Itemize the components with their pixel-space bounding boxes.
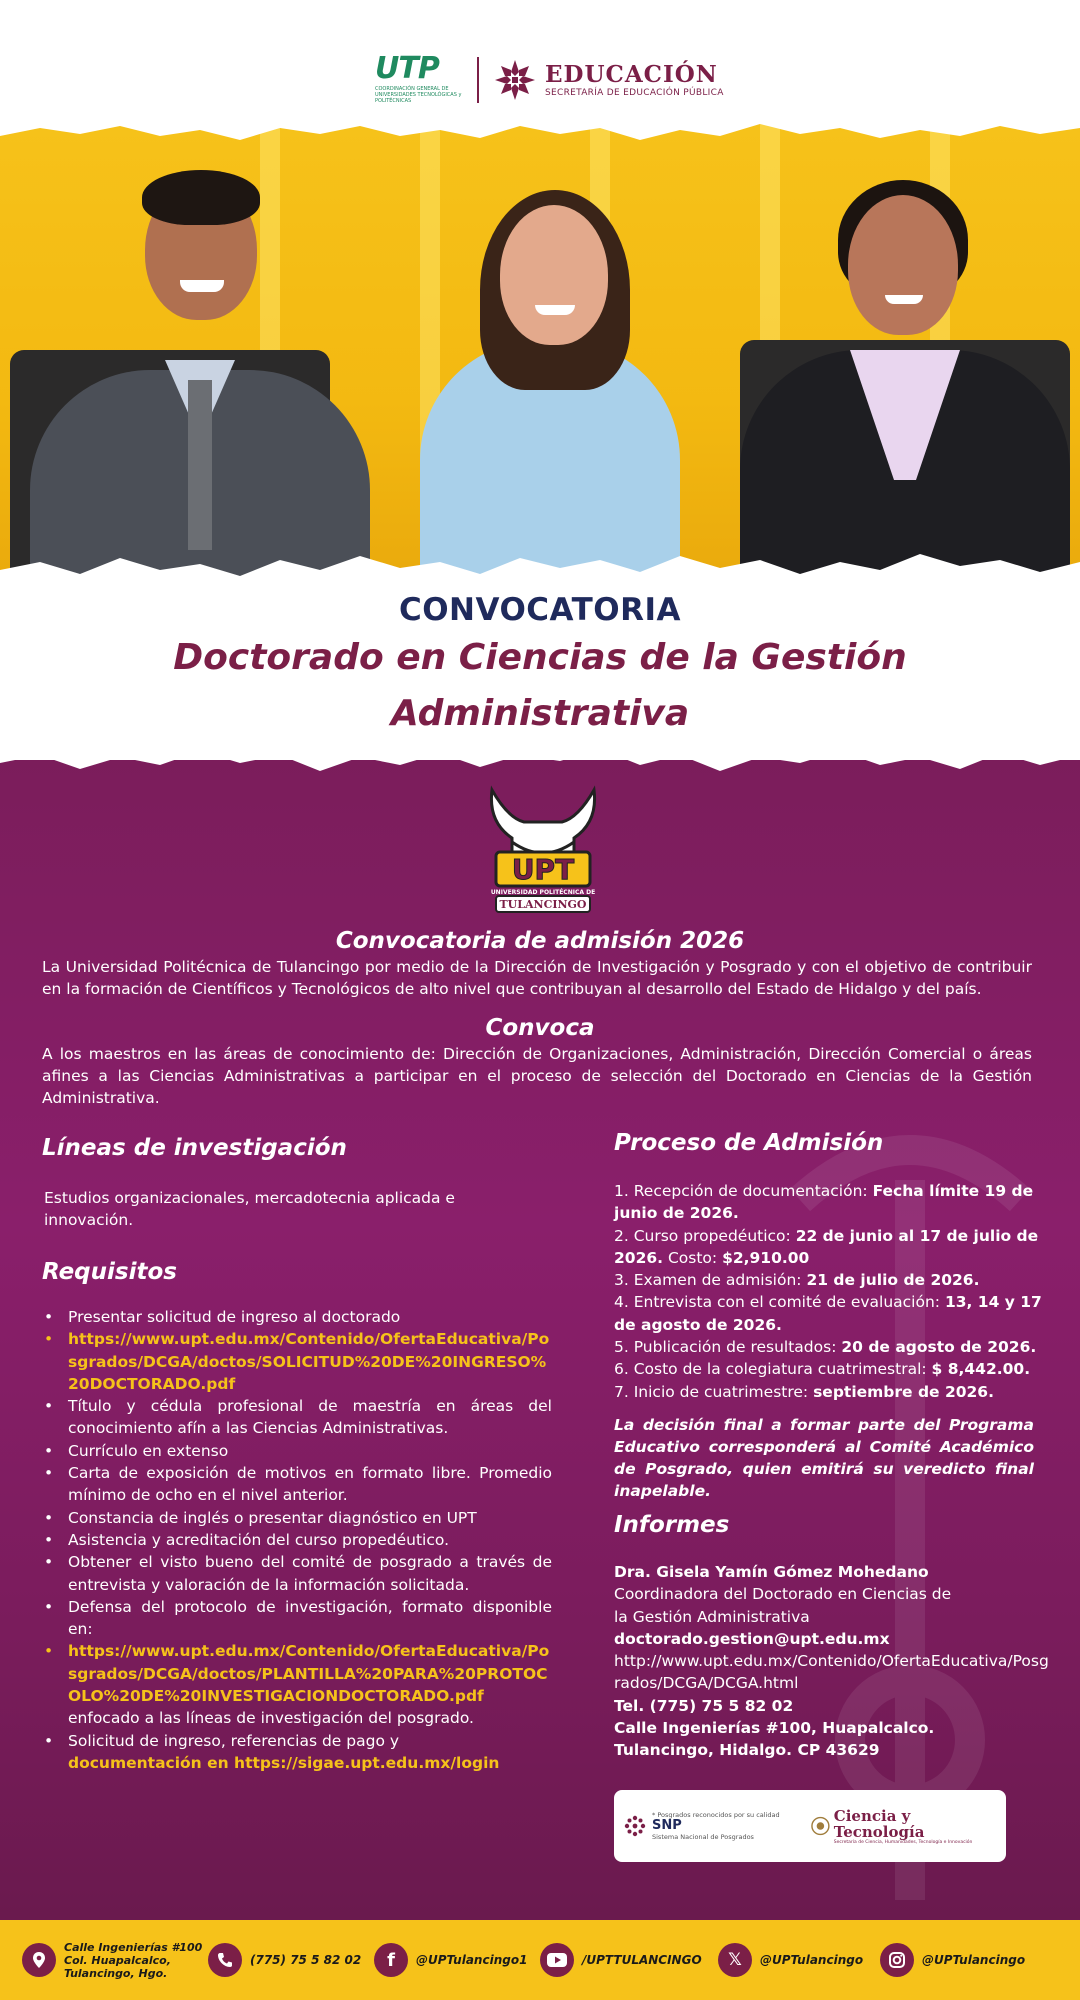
snp-subtitle: Sistema Nacional de Posgrados	[652, 1833, 754, 1841]
logo-divider	[477, 57, 479, 103]
list-item: 2. Curso propedéutico: 22 de junio al 17 de julio de 2026. Costo: $2,910.00	[614, 1226, 1039, 1267]
list-item: 6. Costo de la colegiatura cuatrimestral: $ 8,442.00.	[614, 1360, 1031, 1379]
person-right	[730, 120, 1080, 590]
list-item[interactable]	[42, 1640, 552, 1729]
snp-name: SNP	[652, 1818, 682, 1833]
snp-card	[614, 1790, 1006, 1862]
contact-address-2: Tulancingo, Hidalgo. CP 43629	[614, 1741, 880, 1760]
list-item: 1. Recepción de documentación: Fecha límite 19 de junio de 2026.	[614, 1182, 1034, 1223]
requisitos-list	[42, 1306, 552, 1774]
list-item: • Currículo en extenso	[42, 1440, 552, 1462]
hero-photo	[0, 120, 1080, 590]
proceso-list	[614, 1180, 1046, 1403]
footer-x-text: @UPTulancingo	[760, 1952, 864, 1967]
x-icon: 𝕏	[718, 1943, 752, 1977]
header	[0, 0, 1080, 130]
list-item[interactable]	[42, 1328, 552, 1395]
upt-badge-city: TULANCINGO	[499, 898, 587, 911]
solicitud-final-text: Solicitud de ingreso, referencias de pago y	[68, 1731, 400, 1750]
list-item: • Carta de exposición de motivos en formato libre. Promedio mínimo de ocho en el nivel anterior.	[42, 1462, 552, 1507]
utp-logo	[375, 51, 463, 106]
informes-title: Informes	[614, 1512, 730, 1538]
list-item: 5. Publicación de resultados: 20 de agosto de 2026.	[614, 1338, 1037, 1357]
decision-note: La decisión final a formar parte del Programa Educativo corresponderá al Comité Académico de Posgrado, quien emitirá su veredicto final inapelable.	[614, 1416, 1034, 1500]
protocolo-link[interactable]: https://www.upt.edu.mx/Contenido/OfertaEducativa/Posgrados/DCGA/doctos/PLANTILLA%20PARA%20PROTOCOLO%20DE%20INVESTIGACIONDOCTORADO.pdf	[68, 1642, 550, 1706]
contact-role: Coordinadora del Doctorado en Ciencias de la Gestión Administrativa	[614, 1585, 952, 1626]
footer-facebook-text: @UPTulancingo1	[416, 1952, 528, 1967]
list-item: 7. Inicio de cuatrimestre: septiembre de 2026.	[614, 1382, 994, 1401]
sep-flower-icon	[493, 58, 537, 102]
footer-youtube-text: /UPTTULANCINGO	[582, 1952, 702, 1967]
footer-instagram[interactable]	[880, 1920, 1025, 2000]
footer-x[interactable]	[718, 1920, 863, 2000]
footer-phone-text: (775) 75 5 82 02	[250, 1952, 362, 1967]
person-center	[340, 120, 760, 590]
contact-name: Dra. Gisela Yamín Gómez Mohedano	[614, 1563, 929, 1581]
snp-logo	[624, 1811, 803, 1841]
sigae-link[interactable]: documentación en https://sigae.upt.edu.mx/login	[68, 1753, 500, 1772]
contact-url[interactable]: http://www.upt.edu.mx/Contenido/OfertaEducativa/Posgrados/DCGA/DCGA.html	[614, 1652, 1049, 1693]
list-item: • Asistencia y acreditación del curso propedéutico.	[42, 1529, 552, 1551]
list-item: • Título y cédula profesional de maestría en áreas del conocimiento afín a las Ciencias Administrativas.	[42, 1395, 552, 1440]
header-logos	[375, 52, 740, 108]
sep-title: EDUCACIÓN	[545, 61, 718, 88]
admission-title: Convocatoria de admisión 2026	[335, 928, 745, 954]
snp-dots-icon	[624, 1815, 646, 1837]
facebook-icon: f	[374, 1943, 408, 1977]
program-title: Doctorado en Ciencias de la Gestión Administrativa	[173, 637, 907, 734]
cyt-title: Ciencia y Tecnología	[833, 1806, 925, 1841]
lineas-title: Líneas de investigación	[42, 1135, 347, 1161]
list-item: 3. Examen de admisión: 21 de julio de 2026.	[614, 1271, 980, 1290]
list-item	[42, 1730, 552, 1775]
contact-email[interactable]: doctorado.gestion@upt.edu.mx	[614, 1629, 890, 1648]
informes-contact	[614, 1561, 1054, 1762]
upt-badge-university: UNIVERSIDAD POLITÉCNICA DE	[490, 889, 596, 896]
list-item: • Defensa del protocolo de investigación, formato disponible en:	[42, 1596, 552, 1641]
instagram-icon	[880, 1943, 914, 1977]
list-item: • Presentar solicitud de ingreso al doctorado	[42, 1306, 552, 1328]
footer-facebook[interactable]	[374, 1920, 527, 2000]
utp-logo-text: UTP	[375, 51, 439, 86]
utp-logo-subtitle: COORDINACIÓN GENERAL DE UNIVERSIDADES TECNOLÓGICAS y POLITÉCNICAS	[375, 86, 462, 104]
footer-phone[interactable]	[208, 1920, 361, 2000]
solicitud-link[interactable]: https://www.upt.edu.mx/Contenido/OfertaEducativa/Posgrados/DCGA/doctos/SOLICITUD%20DE%20INGRESO%20DOCTORADO.pdf	[68, 1330, 550, 1393]
lineas-text: Estudios organizacionales, mercadotecnia aplicada e innovación.	[44, 1189, 455, 1230]
footer	[0, 1920, 1080, 2000]
convoca-title: Convoca	[485, 1015, 595, 1041]
footer-address	[22, 1920, 202, 2000]
proceso-title: Proceso de Admisión	[614, 1130, 884, 1156]
contact-address-1: Calle Ingenierías #100, Huapalcalco.	[614, 1719, 935, 1738]
list-item: • Obtener el visto bueno del comité de posgrado a través de entrevista y valoración de la información solicitada.	[42, 1551, 552, 1596]
protocolo-note: enfocado a las líneas de investigación del posgrado.	[68, 1709, 474, 1728]
youtube-icon	[540, 1943, 574, 1977]
title-area	[0, 585, 1080, 755]
convoca-text: A los maestros en las áreas de conocimiento de: Dirección de Organizaciones, Administración, Dirección Comercial o áreas afines a las Ciencias Administrativas a participar en el proceso de selección del Doctorado en Ciencias de la Gestión Administrativa.	[42, 1045, 1032, 1107]
contact-phone: Tel. (775) 75 5 82 02	[614, 1696, 794, 1715]
phone-icon	[208, 1943, 242, 1977]
admission-text: La Universidad Politécnica de Tulancingo por medio de la Dirección de Investigación y Posgrado y con el objetivo de contribuir en la formación de Científicos y Tecnológicos de alto nivel que contribuyan al desarrollo del Estado de Hidalgo y del país.	[42, 958, 1032, 998]
ciencia-tecnologia-logo	[811, 1808, 996, 1845]
snp-small-text: * Posgrados reconocidos por su calidad	[652, 1811, 780, 1819]
torn-paper-top	[0, 112, 1080, 152]
footer-address-text: Calle Ingenierías #100 Col. Huapalcalco, Tulancingo, Hgo.	[64, 1940, 203, 1980]
cyt-subtitle: Secretaría de Ciencia, Humanidades, Tecnología e Innovación	[833, 1839, 973, 1845]
location-icon	[22, 1943, 56, 1977]
footer-instagram-text: @UPTulancingo	[922, 1952, 1026, 1967]
mexico-seal-icon	[811, 1816, 830, 1836]
upt-logo	[482, 782, 604, 916]
footer-youtube[interactable]	[540, 1920, 702, 2000]
sep-text	[545, 62, 724, 98]
upt-badge-text: UPT	[511, 853, 575, 886]
sep-subtitle: SECRETARÍA DE EDUCACIÓN PÚBLICA	[545, 88, 724, 98]
list-item: 4. Entrevista con el comité de evaluación: 13, 14 y 17 de agosto de 2026.	[614, 1293, 1042, 1334]
convocatoria-heading: CONVOCATORIA	[398, 592, 682, 628]
list-item: • Constancia de inglés o presentar diagnóstico en UPT	[42, 1507, 552, 1529]
requisitos-title: Requisitos	[42, 1259, 177, 1285]
